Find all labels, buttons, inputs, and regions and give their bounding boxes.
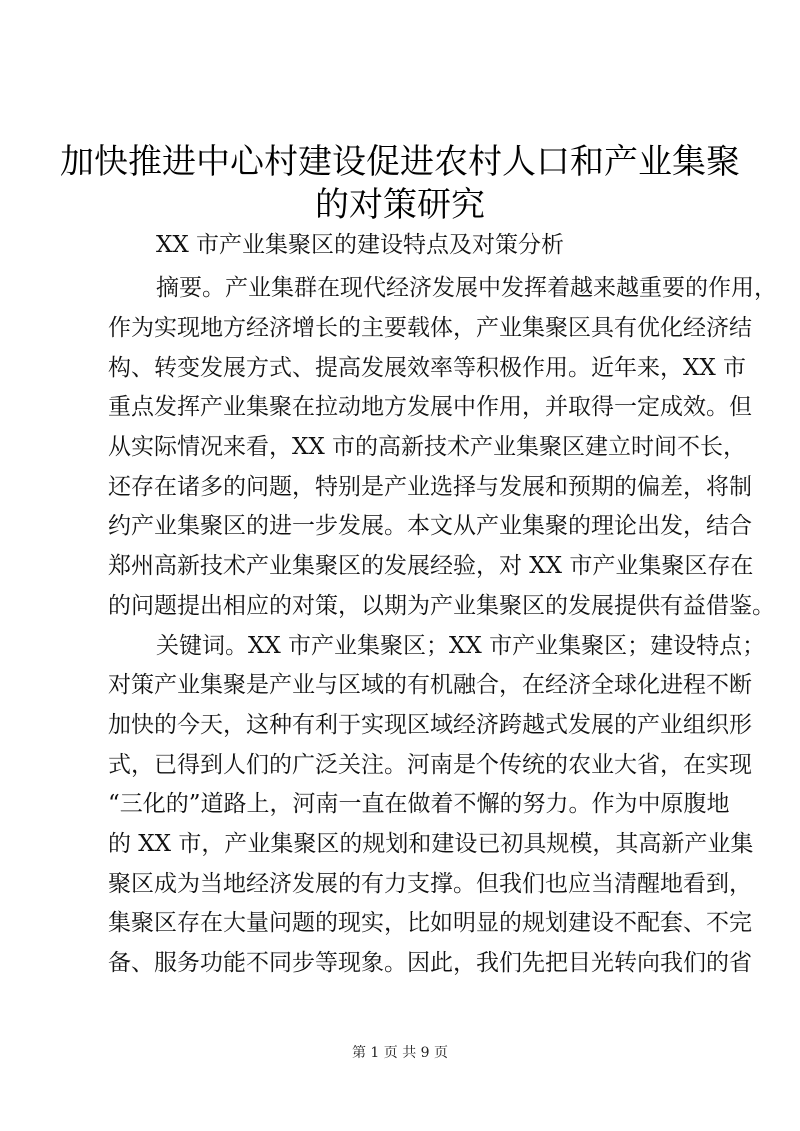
text-line: “三化的”道路上，河南一直在做着不懈的努力。作为中原腹地	[108, 791, 730, 817]
text-line: 备、服务功能不同步等现象。因此，我们先把目光转向我们的省	[108, 950, 752, 976]
text-line: 还存在诸多的问题，特别是产业选择与发展和预期的偏差，将制	[108, 474, 752, 500]
text-line: 式，已得到人们的广泛关注。河南是个传统的农业大省，在实现	[108, 752, 752, 778]
text-line: 关键词。XX 市产业集聚区；XX 市产业集聚区；建设特点；	[156, 633, 766, 659]
text-line: 构、转变发展方式、提高发展效率等积极作用。近年来，XX 市	[108, 355, 747, 381]
document-title-line-2: 的对策研究	[315, 185, 485, 225]
text-line: 聚区成为当地经济发展的有力支撑。但我们也应当清醒地看到，	[108, 871, 752, 897]
text-line: 的 XX 市，产业集聚区的规划和建设已初具规模，其高新产业集	[108, 831, 754, 857]
text-line: 从实际情况来看，XX 市的高新技术产业集聚区建立时间不长，	[108, 434, 747, 460]
text-line: 约产业集聚区的进一步发展。本文从产业集聚的理论出发，结合	[108, 513, 752, 539]
text-line: 重点发挥产业集聚在拉动地方发展中作用，并取得一定成效。但	[108, 394, 752, 420]
text-line: 集聚区存在大量问题的现实，比如明显的规划建设不配套、不完	[108, 910, 752, 936]
text-line: 作为实现地方经济增长的主要载体，产业集聚区具有优化经济结	[108, 315, 752, 341]
text-line: 对策产业集聚是产业与区域的有机融合，在经济全球化进程不断	[108, 672, 752, 698]
text-line: 郑州高新技术产业集聚区的发展经验，对 XX 市产业集聚区存在	[108, 553, 754, 579]
text-line: 加快的今天，这种有利于实现区域经济跨越式发展的产业组织形	[108, 712, 752, 738]
page-number-footer: 第 1 页 共 9 页	[351, 1045, 449, 1061]
text-line: 摘要。产业集群在现代经济发展中发挥着越来越重要的作用，	[156, 275, 777, 301]
document-title-line-1: 加快推进中心村建设促进农村人口和产业集聚	[60, 142, 740, 182]
text-line: 的问题提出相应的对策，以期为产业集聚区的发展提供有益借鉴。	[108, 593, 775, 619]
document-subtitle: XX 市产业集聚区的建设特点及对策分析	[156, 232, 565, 258]
